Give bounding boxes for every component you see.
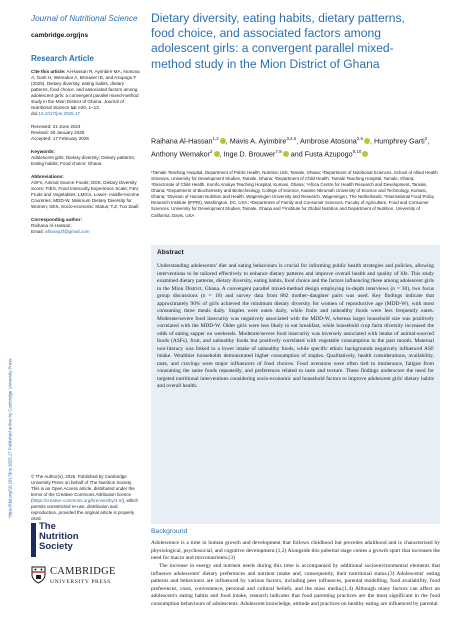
ns-line-1: The [39,521,56,532]
abstract-heading: Abstract [157,249,184,256]
corresponding-block [31,217,143,235]
logo-bar-icon [31,523,36,557]
citation-block [31,69,143,117]
author-separator: and [288,149,305,159]
email-label: Email: [31,228,44,234]
university-press-wordmark: UNIVERSITY PRESS [50,579,111,585]
cite-label: Cite this article: [31,69,66,74]
author-affiliation-marker: 9,10 [352,148,362,154]
author-name: Mavis A. Ayimbire [229,136,287,146]
author-separator: , [296,136,301,146]
author-affiliation-marker: 2 [424,136,428,141]
author-name: Anthony Wemakor [151,149,210,159]
author-affiliation-marker: 2 [210,148,213,154]
article-type: Research Article [31,54,94,63]
author-affiliation-marker: 7,8 [275,148,282,154]
doi-link[interactable]: 10.1017/jns.2025.17 [38,110,81,116]
article-title: Dietary diversity, eating habits, dietary patterns, food choice, and associated factors among adolescent girls: a convergent parallel mixed-method study in the Mion District of Ghana [151,11,405,71]
nutrition-society-wordmark [39,522,79,552]
journal-url[interactable]: cambridge.org/jns [31,32,89,39]
nutrition-society-logo [31,522,101,558]
orcid-icon[interactable] [362,151,368,157]
side-doi-text[interactable]: https://doi.org/10.1017/jns.2025.17 Published online by Cambridge University Press [7,358,12,518]
dates-block [31,124,143,142]
license-block [31,474,141,522]
side-doi-strip [4,246,15,630]
keywords-text: Adolescent girls; Dietary diversity; Dietary patterns; Eating habits; Food choice; Ghana [31,154,135,166]
shield-icon [31,566,46,584]
abstract-box [151,245,440,524]
author-separator: , [370,136,375,146]
ns-line-3: Society [39,540,73,552]
author-affiliation-marker: 2,6 [356,136,364,141]
background-paragraph: The increase in energy and nutrient needs during this time is accompanied by additional socioenvironmental elements that influence adolescents' dietary preferences and nutrient intake and, consequently, their nutritional status.(3) Adolescents' eating patterns and behaviours are influenced by various factors, including peer influences, parental modelling, food availability, food preferences, costs, convenience, personal and cultural beliefs, and the mass media.(1,4) Although many factors can affect an adolescent's eating habits and food intake, research indicates that food parenting practices are the most significant in the food consumption behaviours of adolescents. Adolescent knowledge, attitude and practices on healthy eating are influenced by parental [151,562,440,608]
revised-date: Revised: 30 January 2025 [31,129,85,135]
author-affiliation-marker: 1,2 [212,136,219,141]
ns-line-2: Nutrition [39,530,79,542]
received-date: Received: 21 June 2024 [31,123,81,129]
abbreviations-block [31,174,143,210]
author-name: Fusta Azupogo [304,149,353,159]
author-name: Humphrey Garti [374,136,425,146]
cite-journal: Journal of Nutritional Science [31,98,124,110]
background-body [151,540,440,609]
keywords-block [31,149,143,167]
cite-rest: : e20, 1–13. doi: [31,104,100,116]
license-link[interactable]: https://creative commons.org/licenses/by/4.0/ [32,497,123,503]
author-name: Raihana Al-Hassan [151,136,213,146]
accepted-date: Accepted: 17 February 2025 [31,135,89,141]
cambridge-wordmark: CAMBRIDGE [50,566,116,577]
affiliations: ¹Tamale Teaching Hospital, Department of Public Health, Nutrition Unit, Tamale, Ghana; ²Department of Nutritional Sciences, School of Allied Health Sciences, University for Development Studies, Tamale, Ghana; ³Department of Child Health, Tamale Teaching Hospital, Tamale, Ghana; ⁴Directorate of Child Health, Komfo Anokye Teaching Hospital, Kumasi, Ghana; ⁵Africa Centre for Health Research and Development, Tamale, Ghana; ⁶Department of Biochemistry and Biotechnology, College of Science, Kwame Nkrumah University of Science and Technology, Kumasi, Ghana; ⁷Division of Human Nutrition and Health, Wageningen University and Research, Wageningen, The Netherlands; ⁸International Food Policy Research Institute (IFPRI), Washington, DC, USA; ⁹Department of Family and Consumer Sciences, Faculty of Agriculture, Food and Consumer Sciences, University for Development Studies, Tamale, Ghana and ¹⁰Institute for Global Nutrition and Department of Nutrition, University of California, Davis, USA [151,170,438,218]
author-affiliation-marker: 3,4,5 [286,136,297,141]
cite-text: Al-Hassan R, Ayimbire MA, Atosona A, Garti H, Wemakor A, Brouwer ID, and Azupogo F (2025). Dietary diversity, eating habits, dietary patterns, food choice, and associated factors among adolescent girls: a convergent parallel mixed-method study in the Mion District of Ghana. [31,69,140,104]
corresponding-label: Corresponding author: [31,216,83,222]
author-separator: , [225,136,230,146]
author-list [151,135,436,160]
corresponding-name: Raihana Al-Hassan; [31,222,72,228]
author-name: Inge D. Brouwer [223,149,276,159]
author-name: Ambrose Atosona [300,136,357,146]
keywords-label: Keywords: [31,148,55,154]
abbreviations-label: Abbreviations: [31,173,64,179]
abbreviations-text: ASFs, Animal Source Foods; DDS, Dietary Diversity Score; FIES, Food Insecurity Experience Scale; F&V, Fruits and Vegetables; LMICs, Lower- middle-Income Countries; MDD-W, Minimum Dietary Diversity for Women; SES, Socio-economic Status; T.Z, Tuo Zaafi [31,179,140,209]
email-link[interactable]: alharay2f@gmail.com [45,228,90,234]
cite-volume: 14 [70,104,76,110]
background-heading: Background [151,528,188,535]
abstract-text: Understanding adolescents' diet and eating behaviours is crucial for informing public health strategies and policies, allowing interventions to be tailored effectively to enhance dietary patterns and improve overall health and quality of life. This study examined dietary patterns, dietary diversity, eating habits, food choice and the factors influencing these among adolescent girls in the Mion District, Ghana. A convergent parallel mixed-method design employing in-depth interviews (n = 30), two focus group discussions (n = 10) and survey data from 882 mother–daughter pairs was used. Key findings indicate that approximately 90% of girls achieved the minimum dietary diversity for women of reproductive age (MDD-W), with most consuming three meals daily. Staples were eaten daily, while fruits and unhealthy foods were less frequently eaten. Moderate/severe food insecurity was negatively associated with the MDD-W, whereas larger household size was positively correlated with the MDD-W. Older girls were less likely to eat breakfast, while household crop farm diversity increased the odds of eating supper on weekends. Moderate/severe food insecurity was inversely associated with intake of animal-sourced foods (ASFs), fruit, and unhealthy foods but positively correlated with vegetable consumption in the past month. Maternal non-literacy was linked to a lower intake of unhealthy foods, while specific ethnic backgrounds negatively influenced ASF intake. Wealthier households demonstrated higher consumption of staples. Qualitatively, health considerations, availability, taste, and cravings were major influencers of food choices. Food aversions were often tied to intolerance, fatigue from consuming the same foods repeatedly, and preferences related to taste and texture. These findings underscore the need for targeted nutritional interventions considering socio-economic and household factors to improve adolescent girls' dietary habits and overall health. [157,263,434,390]
background-paragraph: Adolescence is a time in human growth and development that follows childhood but precedes adulthood and is characterised by physiological, psychosocial, and cognitive development.(1,2) Alongside this pubertal stage comes a growth spurt that increases the need for macro and micronutrients.(3) [151,540,440,562]
license-pre: © The Author(s), 2025. Published by Cambridge University Press on behalf of The Nutrition Society. This is an Open Access article, distributed under the terms of the Creative Commons Attribution licence ( [31,474,135,503]
cambridge-logo [31,564,129,592]
license-post: ), which permits unrestricted re-use, distribution and reproduction, provided the original article is properly cited. [31,497,139,521]
left-column [31,14,143,242]
journal-name[interactable]: Journal of Nutritional Science [31,14,138,23]
author-separator: , [219,149,224,159]
author-separator: , [427,136,430,146]
